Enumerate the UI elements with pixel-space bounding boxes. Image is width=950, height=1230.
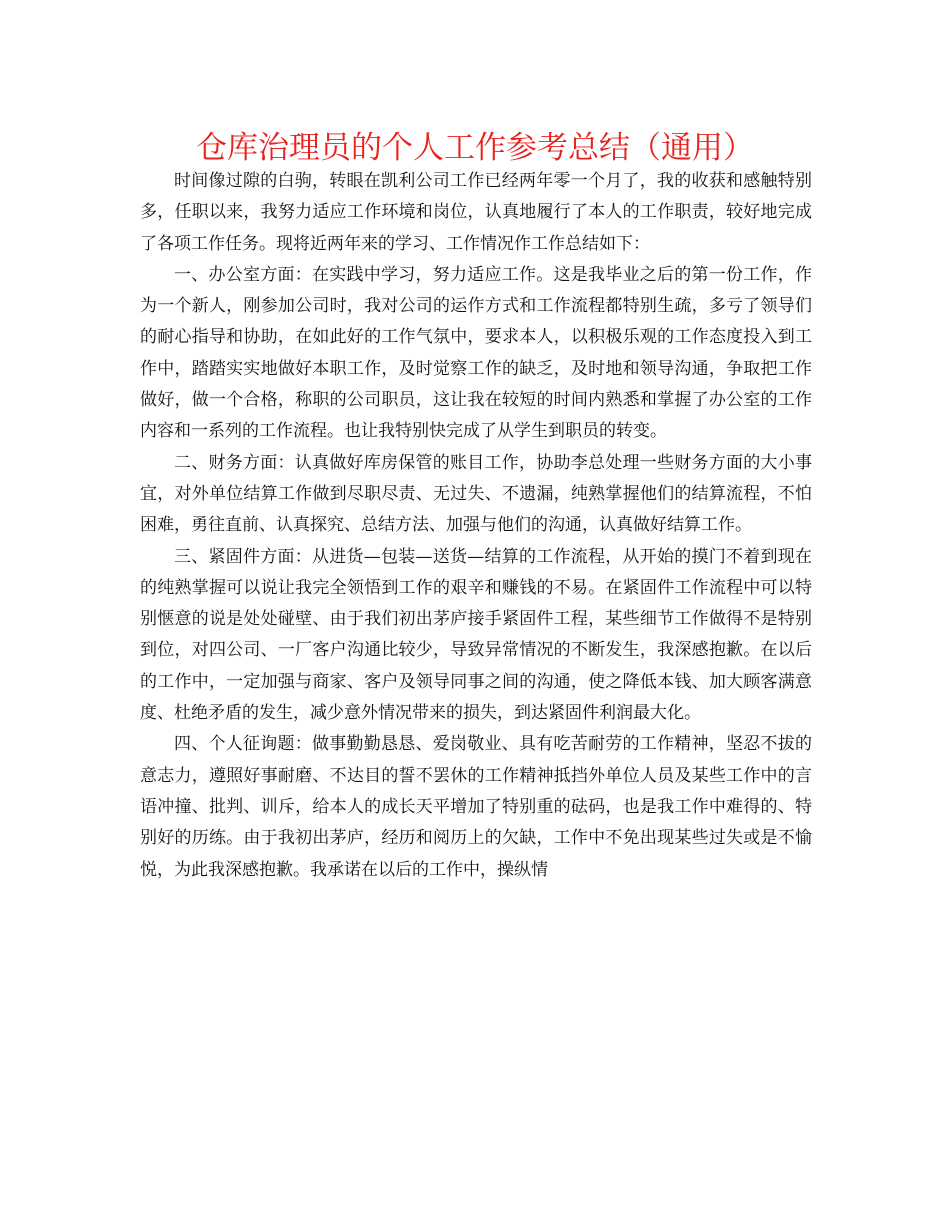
document-body (140, 166, 812, 886)
document-title: 仓库治理员的个人工作参考总结（通用） (196, 130, 754, 166)
paragraph-personal: 四、个人征询题：做事勤勤恳恳、爱岗敬业、具有吃苦耐劳的工作精神，坚忍不拔的意志力，遵照好事耐磨、不达目的誓不罢休的工作精神抵挡外单位人员及某些工作中的言语冲撞、批判、训斥，给本人的成长天平增加了特别重的砝码，也是我工作中难得的、特别好的历练。由于我初出茅庐，经历和阅历上的欠缺，工作中不免出现某些过失或是不愉悦，为此我深感抱歉。我承诺在以后的工作中，操纵情 (140, 734, 812, 880)
paragraph-fasteners: 三、紧固件方面：从进货—包装—送货—结算的工作流程，从开始的摸门不着到现在的纯熟掌握可以说让我完全领悟到工作的艰辛和赚钱的不易。在紧固件工作流程中可以特别惬意的说是处处碰壁、由于我们初出茅庐接手紧固件工程，某些细节工作做得不是特别到位，对四公司、一厂客户沟通比较少，导致异常情况的不断发生，我深感抱歉。在以后的工作中，一定加强与商家、客户及领导同事之间的沟通，使之降低本钱、加大顾客满意度、杜绝矛盾的发生，减少意外情况带来的损失，到达紧固件利润最大化。 (140, 546, 812, 724)
paragraph-intro: 时间像过隙的白驹，转眼在凯利公司工作已经两年零一个月了，我的收获和感触特别多，任职以来，我努力适应工作环境和岗位，认真地履行了本人的工作职责，较好地完成了各项工作任务。现将近两年来的学习、工作情况作工作总结如下： (140, 171, 812, 254)
paragraph-finance: 二、财务方面：认真做好库房保管的账目工作，协助李总处理一些财务方面的大小事宜，对外单位结算工作做到尽职尽责、无过失、不遗漏，纯熟掌握他们的结算流程，不怕困难，勇往直前、认真探究、总结方法、加强与他们的沟通，认真做好结算工作。 (140, 452, 812, 536)
paragraph-office: 一、办公室方面：在实践中学习，努力适应工作。这是我毕业之后的第一份工作，作为一个新人，刚参加公司时，我对公司的运作方式和工作流程都特别生疏，多亏了领导们的耐心指导和协助，在如此好的工作气氛中，要求本人，以积极乐观的工作态度投入到工作中，踏踏实实地做好本职工作，及时觉察工作的缺乏，及时地和领导沟通，争取把工作做好，做一个合格，称职的公司职员，这让我在较短的时间内熟悉和掌握了办公室的工作内容和一系列的工作流程。也让我特别快完成了从学生到职员的转变。 (140, 264, 812, 442)
